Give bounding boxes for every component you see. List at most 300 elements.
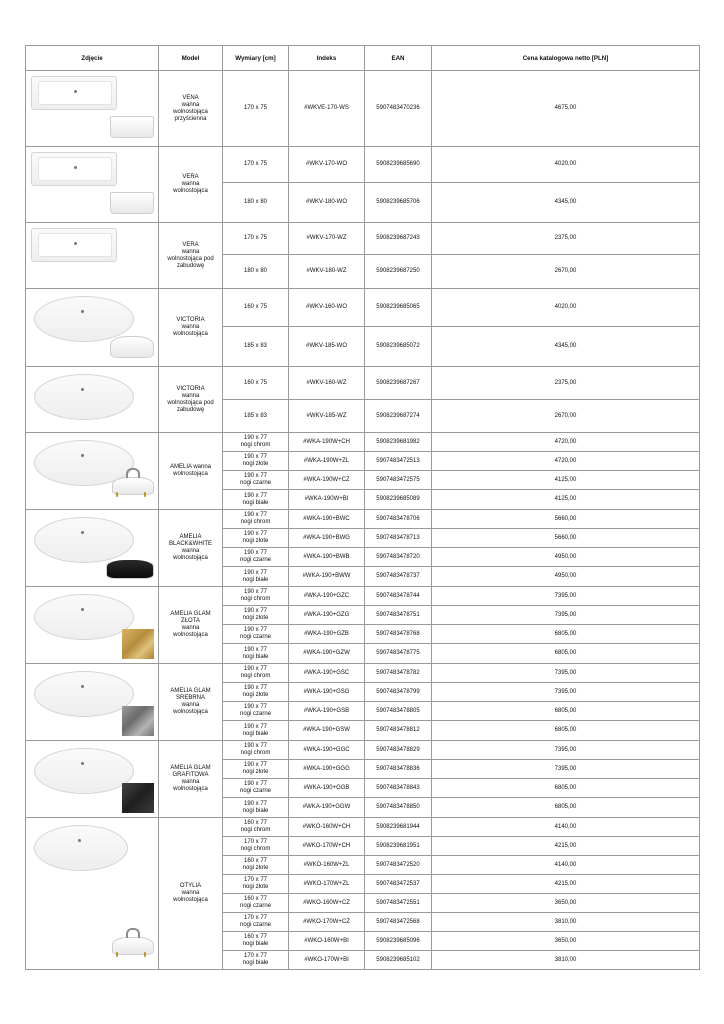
price-cell: 2670,00 xyxy=(432,255,700,289)
dimensions-cell xyxy=(223,147,289,183)
ean-cell: 5908239687267 xyxy=(365,367,432,400)
model-cell-line: wolnostojąca xyxy=(173,632,208,638)
dimensions-cell-line: nogi chrom xyxy=(240,827,271,833)
ean-cell: 5907483472520 xyxy=(365,856,432,875)
price-table xyxy=(25,45,700,970)
dimensions-cell xyxy=(223,894,289,913)
model-cell xyxy=(159,510,223,587)
dimensions-cell-line: nogi złote xyxy=(242,538,269,544)
index-cell: #WKVE-170-WS xyxy=(289,71,365,147)
price-cell: 6805,00 xyxy=(432,625,700,644)
dimensions-cell-line: nogi białe xyxy=(242,941,269,947)
drain-icon xyxy=(81,762,84,765)
dimensions-cell-line: nogi złote xyxy=(242,692,269,698)
dimensions-cell xyxy=(223,367,289,400)
dimensions-cell-line: 190 x 77 xyxy=(243,435,268,441)
dimensions-cell xyxy=(223,433,289,452)
table-row xyxy=(26,664,700,683)
table-row xyxy=(26,818,700,837)
ean-cell: 5908239685096 xyxy=(365,932,432,951)
model-cell xyxy=(159,223,223,289)
ean-cell: 5908239687250 xyxy=(365,255,432,289)
price-cell: 4125,00 xyxy=(432,490,700,510)
bathtub-photo xyxy=(26,511,159,586)
drain-icon xyxy=(81,388,84,391)
dimensions-cell xyxy=(223,644,289,664)
ean-cell: 5907483478805 xyxy=(365,702,432,721)
photo-cell xyxy=(26,818,159,970)
dimensions-cell-line: 190 x 77 xyxy=(243,781,268,787)
dimensions-cell-line: 160 x 77 xyxy=(243,934,268,940)
dimensions-cell xyxy=(223,951,289,970)
dimensions-cell-line: 190 x 77 xyxy=(243,627,268,633)
index-cell: #WKA-190+GZB xyxy=(289,625,365,644)
ean-cell: 5908239681982 xyxy=(365,433,432,452)
index-cell: #WKO-170W+CZ xyxy=(289,913,365,932)
model-cell-line: AMELIA GLAM xyxy=(170,688,211,694)
price-cell: 7395,00 xyxy=(432,606,700,625)
index-cell: #WKA-190+GGW xyxy=(289,798,365,818)
dimensions-cell xyxy=(223,913,289,932)
dimensions-cell-line: nogi chrom xyxy=(240,596,271,602)
table-row xyxy=(26,71,700,147)
bathtub-photo xyxy=(26,665,159,740)
price-cell: 4345,00 xyxy=(432,183,700,223)
bathtub-top-view xyxy=(34,748,134,794)
ean-cell: 5907483478799 xyxy=(365,683,432,702)
model-cell-line: zabudowę xyxy=(176,262,205,269)
price-cell: 6805,00 xyxy=(432,779,700,798)
dimensions-cell-line: nogi złote xyxy=(242,615,269,621)
index-cell: #WKV-185-WO xyxy=(289,327,365,367)
dimensions-cell-line: nogi chrom xyxy=(240,673,271,679)
price-cell: 4950,00 xyxy=(432,548,700,567)
price-cell: 4345,00 xyxy=(432,327,700,367)
ean-cell: 5907483478706 xyxy=(365,510,432,529)
photo-cell xyxy=(26,664,159,741)
ean-cell: 5908239685072 xyxy=(365,327,432,367)
dimensions-cell-line: 190 x 77 xyxy=(243,666,268,672)
table-row xyxy=(26,289,700,327)
model-cell-line: wolnostojąca xyxy=(173,555,208,561)
photo-cell xyxy=(26,510,159,587)
model-cell-line: wolnostojąca xyxy=(173,709,208,715)
silver-finish-swatch xyxy=(122,706,154,736)
dimensions-cell-line: nogi złote xyxy=(242,865,269,871)
dimensions-cell-line: nogi białe xyxy=(242,730,269,737)
ean-cell: 5907483472513 xyxy=(365,452,432,471)
model-cell xyxy=(159,433,223,510)
dimensions-cell-line: nogi białe xyxy=(242,960,269,966)
index-cell: #WKA-190+GZW xyxy=(289,644,365,664)
ean-cell: 5908239681951 xyxy=(365,837,432,856)
index-cell: #WKA-190+BWW xyxy=(289,567,365,587)
index-cell: #WKO-170W+ZL xyxy=(289,875,365,894)
dimensions-cell-line: nogi czarne xyxy=(239,788,272,794)
dimensions-cell xyxy=(223,289,289,327)
table-row xyxy=(26,433,700,452)
photo-cell xyxy=(26,367,159,433)
dimensions-cell-line: nogi czarne xyxy=(239,480,272,486)
photo-cell xyxy=(26,223,159,289)
dimensions-cell-line: nogi chrom xyxy=(240,750,271,756)
dimensions-cell-line: nogi złote xyxy=(242,461,269,467)
dimensions-cell xyxy=(223,452,289,471)
dimensions-cell-line: 190 x 77 xyxy=(243,569,268,576)
index-cell: #WKA-190+GGB xyxy=(289,779,365,798)
faucet-icon xyxy=(126,928,140,938)
index-cell: #WKO-160W+CH xyxy=(289,818,365,837)
price-cell: 3650,00 xyxy=(432,932,700,951)
index-cell: #WKA-190+GSG xyxy=(289,683,365,702)
dimensions-cell-line: 160 x 75 xyxy=(243,304,268,310)
bathtub-top-view xyxy=(34,296,134,342)
model-cell-line: wolnostojąca xyxy=(173,331,208,337)
index-cell: #WKV-170-WZ xyxy=(289,223,365,255)
drain-icon xyxy=(74,90,77,93)
ean-cell: 5907483478775 xyxy=(365,644,432,664)
dimensions-cell-line: 185 x 83 xyxy=(243,343,268,349)
dimensions-cell-line: 190 x 77 xyxy=(243,589,268,595)
dimensions-cell xyxy=(223,760,289,779)
dimensions-cell-line: 190 x 77 xyxy=(243,800,268,807)
dimensions-cell-line: 190 x 77 xyxy=(243,550,268,556)
model-cell-line: wolnostojąca xyxy=(173,897,208,903)
model-cell-line: wanna xyxy=(181,392,200,399)
dimensions-cell-line: nogi białe xyxy=(242,807,269,814)
ean-cell: 5907483478782 xyxy=(365,664,432,683)
dimensions-cell-line: 170 x 77 xyxy=(243,953,268,959)
model-cell-line: wanna xyxy=(181,702,200,708)
dimensions-cell-line: nogi chrom xyxy=(240,519,271,525)
price-cell: 3810,00 xyxy=(432,951,700,970)
table-row xyxy=(26,741,700,760)
model-cell-line: wolnostojąca pod xyxy=(167,399,214,406)
ean-cell: 5908239681944 xyxy=(365,818,432,837)
model-cell-line: VENA xyxy=(182,94,199,101)
price-cell: 4140,00 xyxy=(432,856,700,875)
dimensions-cell xyxy=(223,490,289,510)
price-cell: 7395,00 xyxy=(432,760,700,779)
dimensions-cell xyxy=(223,664,289,683)
index-cell: #WKA-190+BWB xyxy=(289,548,365,567)
bathtub-basin xyxy=(38,233,112,257)
bathtub-photo xyxy=(26,434,159,509)
drain-icon xyxy=(74,166,77,169)
dimensions-cell-line: nogi złote xyxy=(242,884,269,890)
model-cell-line: wanna xyxy=(181,548,200,554)
model-cell xyxy=(159,587,223,664)
bathtub-basin xyxy=(38,157,112,181)
model-cell-line: GRAFITOWA xyxy=(172,772,209,778)
index-cell: #WKA-190W+ZL xyxy=(289,452,365,471)
model-cell xyxy=(159,741,223,818)
drain-icon xyxy=(81,685,84,688)
faucet-icon xyxy=(126,468,140,478)
foot-icon xyxy=(144,952,146,957)
dimensions-cell-line: nogi czarne xyxy=(239,922,272,928)
model-cell-line: wolnostojąca pod xyxy=(167,255,214,262)
index-cell: #WKV-160-WO xyxy=(289,289,365,327)
dimensions-cell-line: 160 x 77 xyxy=(243,820,268,826)
bathtub-top-view xyxy=(34,517,134,563)
model-cell-line: AMELIA GLAM xyxy=(170,765,211,771)
model-cell-line: VERA xyxy=(182,241,199,248)
index-cell: #WKA-190W+CH xyxy=(289,433,365,452)
model-cell-line: VERA xyxy=(182,174,199,180)
price-cell: 5660,00 xyxy=(432,529,700,548)
price-cell: 4125,00 xyxy=(432,471,700,490)
dimensions-cell-line: nogi złote xyxy=(242,769,269,775)
col-header-price: Cena katalogowa netto [PLN] xyxy=(432,46,700,71)
ean-cell: 5908239687274 xyxy=(365,400,432,433)
dimensions-cell xyxy=(223,183,289,223)
dimensions-cell-line: 180 x 80 xyxy=(243,268,268,274)
dimensions-cell xyxy=(223,741,289,760)
bathtub-basin xyxy=(38,81,112,105)
dimensions-cell-line: 160 x 77 xyxy=(243,858,268,864)
bathtub-top-view xyxy=(34,374,134,420)
price-cell: 7395,00 xyxy=(432,741,700,760)
bathtub-photo xyxy=(26,819,159,969)
price-cell: 3810,00 xyxy=(432,913,700,932)
price-cell: 3650,00 xyxy=(432,894,700,913)
dimensions-cell xyxy=(223,71,289,147)
dimensions-cell-line: 190 x 77 xyxy=(243,473,268,479)
price-cell: 6805,00 xyxy=(432,798,700,818)
price-cell: 6805,00 xyxy=(432,721,700,741)
dimensions-cell xyxy=(223,587,289,606)
index-cell: #WKV-185-WZ xyxy=(289,400,365,433)
dimensions-cell-line: 190 x 77 xyxy=(243,762,268,768)
dimensions-cell xyxy=(223,529,289,548)
model-cell-line: AMELIA wanna xyxy=(169,464,212,470)
price-cell: 2375,00 xyxy=(432,367,700,400)
freestanding-view xyxy=(106,558,154,579)
dimensions-cell xyxy=(223,567,289,587)
ean-cell: 5908239685690 xyxy=(365,147,432,183)
dimensions-cell-line: nogi białe xyxy=(242,576,269,583)
bathtub-photo xyxy=(26,290,159,366)
index-cell: #WKA-190+BWC xyxy=(289,510,365,529)
drain-icon xyxy=(78,839,81,842)
bathtub-top-view xyxy=(31,76,117,110)
col-header-model: Model xyxy=(159,46,223,71)
dimensions-cell-line: nogi chrom xyxy=(240,846,271,852)
dimensions-cell xyxy=(223,625,289,644)
model-cell-line: AMELIA GLAM xyxy=(170,611,211,617)
dimensions-cell xyxy=(223,702,289,721)
dimensions-cell xyxy=(223,683,289,702)
dimensions-cell xyxy=(223,471,289,490)
ean-cell: 5907483478737 xyxy=(365,567,432,587)
dimensions-cell-line: 190 x 77 xyxy=(243,743,268,749)
dimensions-cell-line: 170 x 75 xyxy=(243,161,268,167)
model-cell-line: wanna xyxy=(181,248,200,255)
dimensions-cell-line: 170 x 75 xyxy=(243,105,268,111)
dimensions-cell xyxy=(223,255,289,289)
dimensions-cell xyxy=(223,779,289,798)
price-cell: 2375,00 xyxy=(432,223,700,255)
index-cell: #WKA-190+GGG xyxy=(289,760,365,779)
ean-cell: 5907483478836 xyxy=(365,760,432,779)
freestanding-view xyxy=(110,336,154,358)
model-cell-line: wanna xyxy=(181,890,200,896)
bathtub-photo xyxy=(26,224,159,288)
col-header-photo: Zdjęcie xyxy=(26,46,159,71)
index-cell: #WKV-180-WZ xyxy=(289,255,365,289)
photo-cell xyxy=(26,71,159,147)
table-row xyxy=(26,147,700,183)
price-cell: 4720,00 xyxy=(432,433,700,452)
model-cell-line: wolnostojąca xyxy=(173,786,208,792)
drain-icon xyxy=(81,531,84,534)
index-cell: #WKA-190W+CZ xyxy=(289,471,365,490)
photo-cell xyxy=(26,433,159,510)
dimensions-cell-line: 185 x 83 xyxy=(243,412,268,419)
index-cell: #WKA-190W+BI xyxy=(289,490,365,510)
dimensions-cell-line: nogi czarne xyxy=(239,903,272,909)
index-cell: #WKA-190+BWG xyxy=(289,529,365,548)
index-cell: #WKO-160W+BI xyxy=(289,932,365,951)
index-cell: #WKA-190+GGC xyxy=(289,741,365,760)
model-cell-line: wolnostojąca xyxy=(173,108,208,115)
dimensions-cell-line: 190 x 77 xyxy=(243,454,268,460)
index-cell: #WKA-190+GSB xyxy=(289,702,365,721)
foot-icon xyxy=(144,492,146,497)
freestanding-view xyxy=(112,937,154,955)
dimensions-cell-line: 180 x 80 xyxy=(243,199,268,205)
model-cell-line: wanna xyxy=(181,779,200,785)
ean-cell: 5907483472551 xyxy=(365,894,432,913)
model-cell-line: przyścienna xyxy=(174,115,207,122)
model-cell-line: SREBRNA xyxy=(175,695,205,701)
ean-cell: 5907483472568 xyxy=(365,913,432,932)
dimensions-cell xyxy=(223,548,289,567)
price-cell: 4675,00 xyxy=(432,71,700,147)
ean-cell: 5907483472537 xyxy=(365,875,432,894)
dimensions-cell xyxy=(223,837,289,856)
price-cell: 6805,00 xyxy=(432,644,700,664)
bathtub-photo xyxy=(26,588,159,663)
ean-cell: 5907483478843 xyxy=(365,779,432,798)
model-cell xyxy=(159,818,223,970)
dimensions-cell-line: 190 x 77 xyxy=(243,704,268,710)
price-cell: 4215,00 xyxy=(432,837,700,856)
ean-cell: 5907483478751 xyxy=(365,606,432,625)
ean-cell: 5907483478850 xyxy=(365,798,432,818)
index-cell: #WKA-190+GSC xyxy=(289,664,365,683)
dimensions-cell-line: 170 x 75 xyxy=(243,235,268,241)
table-row xyxy=(26,367,700,400)
drain-icon xyxy=(81,608,84,611)
drain-icon xyxy=(74,242,77,245)
dimensions-cell-line: nogi chrom xyxy=(240,442,271,448)
dimensions-cell xyxy=(223,400,289,433)
drain-icon xyxy=(81,454,84,457)
table-row xyxy=(26,587,700,606)
dimensions-cell xyxy=(223,932,289,951)
dimensions-cell xyxy=(223,721,289,741)
model-cell-line: AMELIA xyxy=(179,534,202,540)
dimensions-cell-line: 190 x 77 xyxy=(243,608,268,614)
dimensions-cell-line: nogi białe xyxy=(242,653,269,660)
dimensions-cell-line: 190 x 77 xyxy=(243,646,268,653)
foot-icon xyxy=(116,952,118,957)
freestanding-view xyxy=(110,116,154,138)
dimensions-cell-line: 190 x 77 xyxy=(243,492,268,499)
index-cell: #WKO-170W+BI xyxy=(289,951,365,970)
freestanding-view xyxy=(112,477,154,495)
index-cell: #WKA-190+GZC xyxy=(289,587,365,606)
index-cell: #WKA-190+GZG xyxy=(289,606,365,625)
bathtub-photo xyxy=(26,72,159,146)
photo-cell xyxy=(26,587,159,664)
dimensions-cell-line: 170 x 77 xyxy=(243,839,268,845)
index-cell: #WKO-160W+ZL xyxy=(289,856,365,875)
ean-cell: 5907483478744 xyxy=(365,587,432,606)
index-cell: #WKV-160-WZ xyxy=(289,367,365,400)
dimensions-cell xyxy=(223,327,289,367)
ean-cell: 5908239685089 xyxy=(365,490,432,510)
price-list-sheet xyxy=(25,45,699,970)
gold-finish-swatch xyxy=(122,629,154,659)
index-cell: #WKA-190+GSW xyxy=(289,721,365,741)
ean-cell: 5908239685706 xyxy=(365,183,432,223)
index-cell: #WKO-160W+CZ xyxy=(289,894,365,913)
price-cell: 7395,00 xyxy=(432,587,700,606)
dimensions-cell xyxy=(223,818,289,837)
ean-cell: 5908239687243 xyxy=(365,223,432,255)
dimensions-cell xyxy=(223,856,289,875)
price-cell: 4020,00 xyxy=(432,289,700,327)
dimensions-cell xyxy=(223,510,289,529)
dimensions-cell-line: 160 x 75 xyxy=(243,379,268,386)
header-row xyxy=(26,46,700,71)
model-cell xyxy=(159,71,223,147)
drain-icon xyxy=(81,310,84,313)
dimensions-cell-line: nogi czarne xyxy=(239,557,272,563)
model-cell-line: zabudowę xyxy=(176,406,205,413)
freestanding-view xyxy=(110,192,154,214)
model-cell-line: wanna xyxy=(181,181,200,187)
model-cell xyxy=(159,147,223,223)
price-cell: 2670,00 xyxy=(432,400,700,433)
price-cell: 4720,00 xyxy=(432,452,700,471)
dimensions-cell-line: 190 x 77 xyxy=(243,512,268,518)
price-cell: 5660,00 xyxy=(432,510,700,529)
model-cell xyxy=(159,289,223,367)
dimensions-cell xyxy=(223,875,289,894)
ean-cell: 5908239685065 xyxy=(365,289,432,327)
dimensions-cell-line: 190 x 77 xyxy=(243,685,268,691)
bathtub-photo xyxy=(26,368,159,432)
model-cell-line: wolnostojąca xyxy=(173,188,208,194)
model-cell-line: wanna xyxy=(181,101,200,108)
price-cell: 6805,00 xyxy=(432,702,700,721)
photo-cell xyxy=(26,147,159,223)
price-cell: 4215,00 xyxy=(432,875,700,894)
model-cell xyxy=(159,367,223,433)
model-cell-line: wanna xyxy=(181,324,200,330)
dimensions-cell-line: 170 x 77 xyxy=(243,915,268,921)
col-header-index: Indeks xyxy=(289,46,365,71)
ean-cell: 5908239685102 xyxy=(365,951,432,970)
index-cell: #WKV-180-WO xyxy=(289,183,365,223)
price-cell: 7395,00 xyxy=(432,683,700,702)
price-cell: 4020,00 xyxy=(432,147,700,183)
bathtub-top-view xyxy=(34,671,134,717)
